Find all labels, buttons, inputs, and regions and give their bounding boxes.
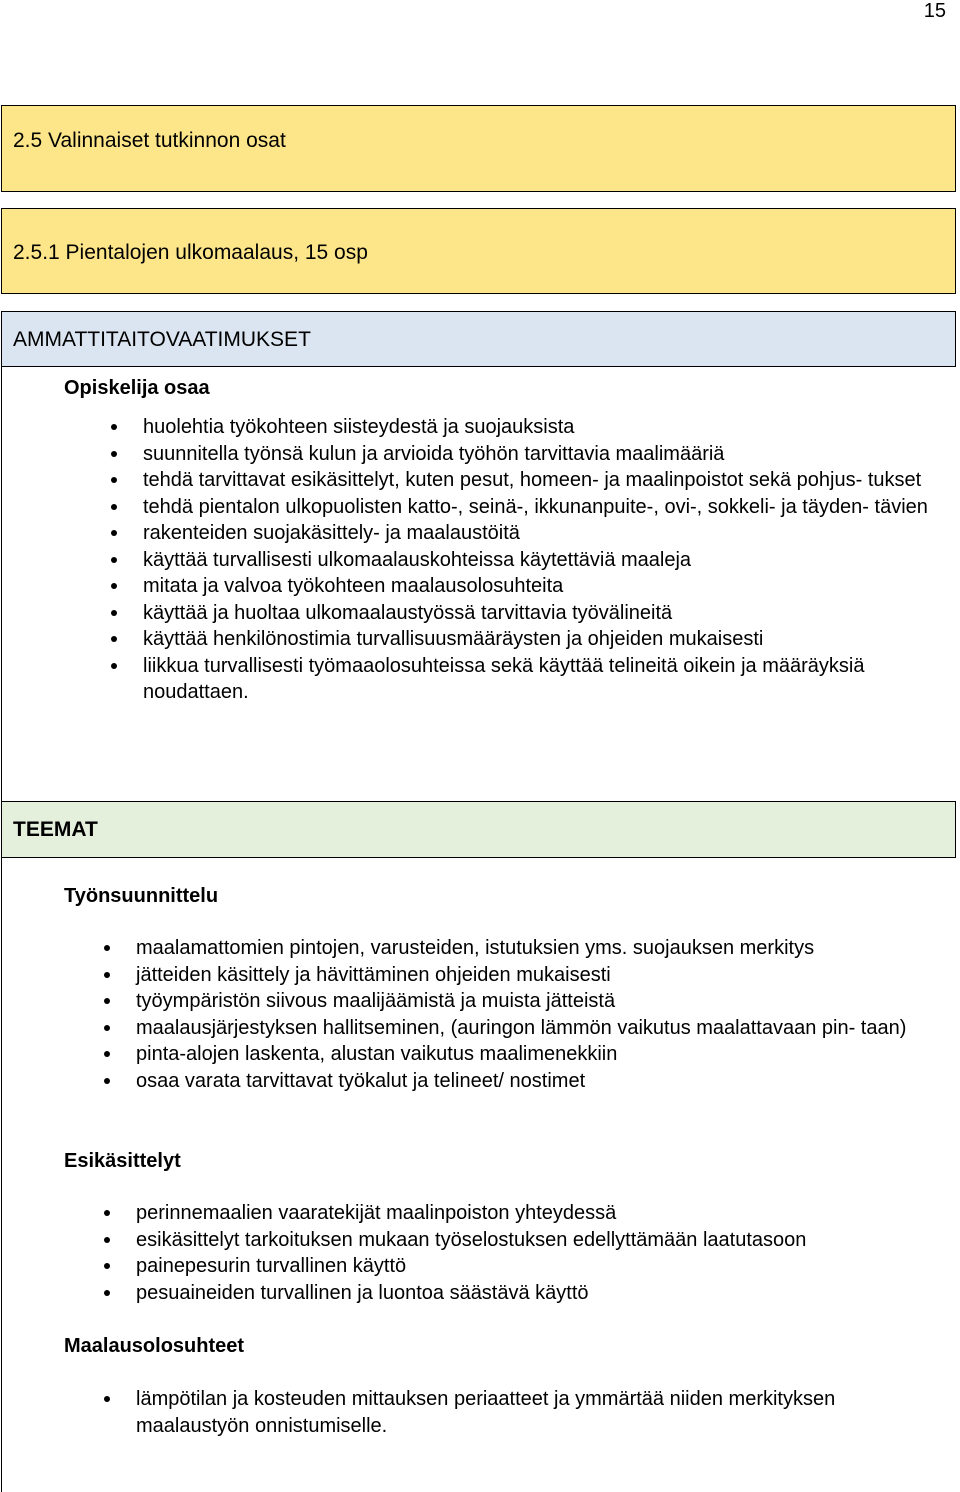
list-item: tehdä tarvittavat esikäsittelyt, kuten pesut, homeen- ja maalinpoistot sekä pohjus- tukset xyxy=(143,467,943,494)
list-item: maalausjärjestyksen hallitseminen, (auringon lämmön vaikutus maalattavaan pin- taan) xyxy=(136,1015,936,1042)
requirements-intro: Opiskelija osaa xyxy=(64,377,210,399)
list-item: lämpötilan ja kosteuden mittauksen periaatteet ja ymmärtää niiden merkityksen maalaustyön onnistumiselle. xyxy=(136,1386,936,1439)
list-item: mitata ja valvoa työkohteen maalausolosuhteita xyxy=(143,573,943,600)
list-item: käyttää turvallisesti ulkomaalauskohteissa käytettäviä maaleja xyxy=(143,547,943,574)
list-item: työympäristön siivous maalijäämistä ja muista jätteistä xyxy=(136,988,936,1015)
theme-list-tyonsuunnittelu xyxy=(136,935,936,1094)
themes-header-box xyxy=(1,801,956,858)
theme-list-esikasittelyt xyxy=(136,1200,936,1306)
list-item: jätteiden käsittely ja hävittäminen ohjeiden mukaisesti xyxy=(136,962,936,989)
requirements-header-box xyxy=(1,311,956,367)
list-item: pinta-alojen laskenta, alustan vaikutus maalimenekkiin xyxy=(136,1041,936,1068)
subsection-title-box xyxy=(1,208,956,294)
list-item: suunnitella työnsä kulun ja arvioida työhön tarvittavia maalimääriä xyxy=(143,441,943,468)
list-item: rakenteiden suojakäsittely- ja maalaustöitä xyxy=(143,520,943,547)
theme-list-maalausolosuhteet xyxy=(136,1386,936,1439)
section-title-box xyxy=(1,105,956,192)
list-item: huolehtia työkohteen siisteydestä ja suojauksista xyxy=(143,414,943,441)
left-rule xyxy=(1,858,2,1492)
list-item: käyttää ja huoltaa ulkomaalaustyössä tarvittavia työvälineitä xyxy=(143,600,943,627)
left-rule xyxy=(1,367,2,801)
theme-title-tyonsuunnittelu: Työnsuunnittelu xyxy=(64,885,219,907)
themes-header: TEEMAT xyxy=(13,818,98,841)
requirements-list xyxy=(143,414,943,706)
subsection-title: 2.5.1 Pientalojen ulkomaalaus, 15 osp xyxy=(13,241,368,264)
list-item: painepesurin turvallinen käyttö xyxy=(136,1253,936,1280)
theme-title-maalausolosuhteet: Maalausolosuhteet xyxy=(64,1335,245,1357)
requirements-header: AMMATTITAITOVAATIMUKSET xyxy=(13,328,311,351)
list-item: pesuaineiden turvallinen ja luontoa säästävä käyttö xyxy=(136,1280,936,1307)
list-item: liikkua turvallisesti työmaaolosuhteissa sekä käyttää telineitä oikein ja määräyksiä noudattaen. xyxy=(143,653,943,706)
list-item: esikäsittelyt tarkoituksen mukaan työselostuksen edellyttämään laatutasoon xyxy=(136,1227,936,1254)
list-item: osaa varata tarvittavat työkalut ja telineet/ nostimet xyxy=(136,1068,936,1095)
list-item: maalamattomien pintojen, varusteiden, istutuksien yms. suojauksen merkitys xyxy=(136,935,936,962)
page-number: 15 xyxy=(923,0,946,22)
list-item: käyttää henkilönostimia turvallisuusmääräysten ja ohjeiden mukaisesti xyxy=(143,626,943,653)
list-item: perinnemaalien vaaratekijät maalinpoiston yhteydessä xyxy=(136,1200,936,1227)
section-title: 2.5 Valinnaiset tutkinnon osat xyxy=(13,129,286,152)
list-item: tehdä pientalon ulkopuolisten katto-, seinä-, ikkunanpuite-, ovi-, sokkeli- ja täyden- tävien xyxy=(143,494,943,521)
theme-title-esikasittelyt: Esikäsittelyt xyxy=(64,1150,181,1172)
